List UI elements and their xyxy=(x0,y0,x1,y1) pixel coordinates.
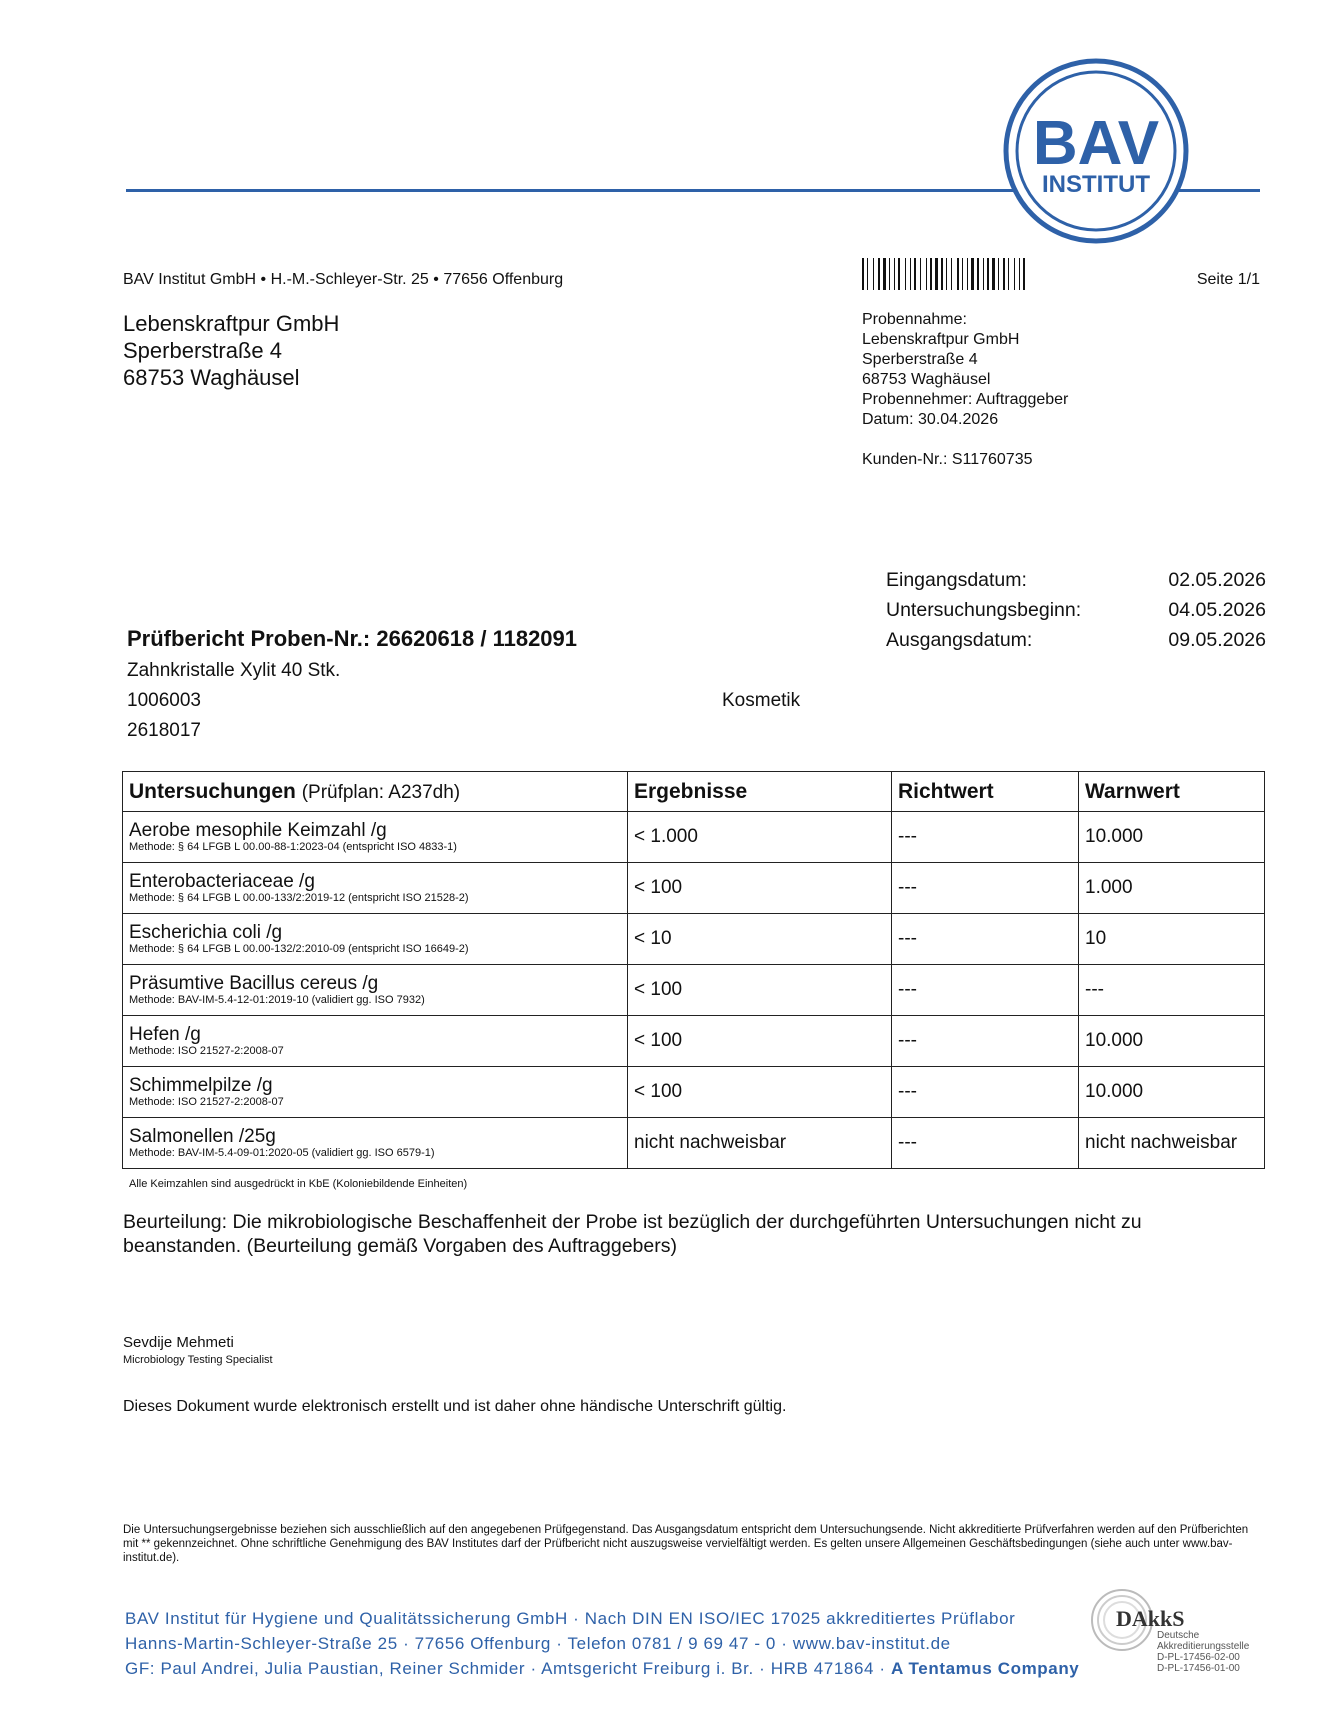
page-number: Seite 1/1 xyxy=(1196,271,1260,288)
product-code: 1006003 xyxy=(127,690,201,711)
test-name: Salmonellen /25g xyxy=(129,1125,276,1147)
product-name: Zahnkristalle Xylit 40 Stk. xyxy=(127,660,341,681)
header-tests-label: Untersuchungen xyxy=(129,779,296,803)
sampling-info xyxy=(862,310,1068,430)
results-table xyxy=(122,771,1265,1169)
sender-line: BAV Institut GmbH • H.-M.-Schleyer-Str. 25 • 77656 Offenburg xyxy=(123,271,564,288)
result-cell: < 100 xyxy=(628,1067,892,1118)
date-label: Untersuchungsbeginn: xyxy=(886,599,1082,621)
footer-line-1: BAV Institut für Hygiene und Qualitätssicherung GmbH · Nach DIN EN ISO/IEC 17025 akkreditiertes Prüflabor xyxy=(125,1609,1016,1628)
warn-cell: nicht nachweisbar xyxy=(1079,1118,1265,1169)
date-label: Ausgangsdatum: xyxy=(886,629,1033,651)
test-name: Präsumtive Bacillus cereus /g xyxy=(129,972,379,994)
sampling-street: Sperberstraße 4 xyxy=(862,351,978,368)
result-cell: nicht nachweisbar xyxy=(628,1118,892,1169)
assessment-text: Beurteilung: Die mikrobiologische Beschaffenheit der Probe ist bezüglich der durchgeführten Untersuchungen nicht zu beanstanden. (Beurteilung gemäß Vorgaben des Auftraggebers) xyxy=(123,1211,1142,1257)
header-guide: Richtwert xyxy=(892,772,1079,812)
guide-cell: --- xyxy=(892,1016,1079,1067)
guide-cell: --- xyxy=(892,812,1079,863)
test-name: Escherichia coli /g xyxy=(129,921,283,943)
test-cell xyxy=(123,1067,628,1118)
dakks-logo-text: DAkkS xyxy=(1116,1606,1185,1631)
table-row xyxy=(123,812,1265,863)
test-method: Methode: ISO 21527-2:2008-07 xyxy=(129,1095,284,1108)
table-row xyxy=(123,1016,1265,1067)
test-name: Hefen /g xyxy=(129,1023,201,1045)
test-method: Methode: § 64 LFGB L 00.00-133/2:2019-12 (entspricht ISO 21528-2) xyxy=(129,891,469,904)
warn-cell: 10.000 xyxy=(1079,1016,1265,1067)
warn-cell: --- xyxy=(1079,965,1265,1016)
test-method: Methode: ISO 21527-2:2008-07 xyxy=(129,1044,284,1057)
warn-cell: 10.000 xyxy=(1079,812,1265,863)
dakks-line-1: Deutsche xyxy=(1157,1630,1200,1641)
logo-top-text: BAV xyxy=(1032,109,1160,178)
table-row xyxy=(123,914,1265,965)
footer-line-2: Hanns-Martin-Schleyer-Straße 25 · 77656 Offenburg · Telefon 0781 / 9 69 47 - 0 · www.bav-institut.de xyxy=(125,1634,951,1653)
date-row xyxy=(886,625,1266,655)
date-value: 02.05.2026 xyxy=(1168,569,1266,591)
guide-cell: --- xyxy=(892,1067,1079,1118)
report-title: Prüfbericht Proben-Nr.: 26620618 / 1182091 xyxy=(127,626,578,651)
test-name: Aerobe mesophile Keimzahl /g xyxy=(129,819,387,841)
test-method: Methode: § 64 LFGB L 00.00-132/2:2010-09 (entspricht ISO 16649-2) xyxy=(129,942,469,955)
sampling-label: Probennahme: xyxy=(862,311,967,328)
recipient-street: Sperberstraße 4 xyxy=(123,338,282,363)
test-cell xyxy=(123,812,628,863)
test-name: Enterobacteriaceae /g xyxy=(129,870,315,892)
dakks-line-3: D-PL-17456-02-00 xyxy=(1157,1652,1240,1663)
bav-logo xyxy=(1001,56,1191,246)
signer-name: Sevdije Mehmeti xyxy=(123,1334,234,1351)
table-row xyxy=(123,863,1265,914)
test-cell xyxy=(123,1016,628,1067)
dakks-info xyxy=(1157,1630,1249,1674)
company-footer xyxy=(125,1606,1079,1681)
date-row xyxy=(886,595,1266,625)
sample-code: 2618017 xyxy=(127,720,201,741)
header-plan: (Prüfplan: A237dh) xyxy=(301,781,461,803)
recipient-address xyxy=(123,310,339,391)
test-cell xyxy=(123,965,628,1016)
table-row xyxy=(123,1067,1265,1118)
header-results: Ergebnisse xyxy=(628,772,892,812)
result-cell: < 100 xyxy=(628,965,892,1016)
warn-cell: 10 xyxy=(1079,914,1265,965)
barcode xyxy=(862,258,1078,290)
sampling-name: Lebenskraftpur GmbH xyxy=(862,331,1020,348)
signer-role: Microbiology Testing Specialist xyxy=(123,1354,273,1366)
table-note: Alle Keimzahlen sind ausgedrückt in KbE (Koloniebildende Einheiten) xyxy=(129,1178,468,1190)
dakks-line-4: D-PL-17456-01-00 xyxy=(1157,1663,1240,1674)
customer-number: Kunden-Nr.: S11760735 xyxy=(862,451,1033,468)
table-row xyxy=(123,1118,1265,1169)
footer-line-3-main: GF: Paul Andrei, Julia Paustian, Reiner Schmider · Amtsgericht Freiburg i. Br. · HRB 471864 · xyxy=(125,1659,891,1678)
result-cell: < 100 xyxy=(628,1016,892,1067)
dakks-line-2: Akkreditierungsstelle xyxy=(1157,1641,1250,1652)
product-category: Kosmetik xyxy=(722,690,801,711)
guide-cell: --- xyxy=(892,863,1079,914)
guide-cell: --- xyxy=(892,914,1079,965)
guide-cell: --- xyxy=(892,965,1079,1016)
test-method: Methode: § 64 LFGB L 00.00-88-1:2023-04 (entspricht ISO 4833-1) xyxy=(129,840,457,853)
test-method: Methode: BAV-IM-5.4-12-01:2019-10 (validiert gg. ISO 7932) xyxy=(129,993,425,1006)
logo-bottom-text: INSTITUT xyxy=(1042,171,1150,198)
result-cell: < 10 xyxy=(628,914,892,965)
sampling-city: 68753 Waghäusel xyxy=(862,371,991,388)
footer-line-3-bold: A Tentamus Company xyxy=(890,1659,1080,1678)
electronic-note: Dieses Dokument wurde elektronisch erstellt und ist daher ohne händische Unterschrift gültig. xyxy=(123,1398,787,1415)
header-tests xyxy=(123,772,628,812)
sampler: Probennehmer: Auftraggeber xyxy=(862,391,1069,408)
warn-cell: 1.000 xyxy=(1079,863,1265,914)
header-warn: Warnwert xyxy=(1079,772,1265,812)
table-header-row xyxy=(123,772,1265,812)
recipient-name: Lebenskraftpur GmbH xyxy=(123,311,340,336)
result-cell: < 1.000 xyxy=(628,812,892,863)
disclaimer: Die Untersuchungsergebnisse beziehen sich ausschließlich auf den angegebenen Prüfgegenstand. Das Ausgangsdatum entspricht dem Untersuchungsende. Nicht akkreditierte Prüfverfahren werden auf den Prüfberichten mit ** gekennzeichnet. Ohne schriftliche Genehmigung des BAV Institutes darf der Prüfbericht nicht auszugsweise vervielfältigt werden. Es gelten unsere Allgemeinen Geschäftsbedingungen (siehe auch unter www.bav-institut.de). xyxy=(123,1524,1249,1564)
date-label: Eingangsdatum: xyxy=(886,569,1027,591)
test-cell xyxy=(123,914,628,965)
table-row xyxy=(123,965,1265,1016)
footer-line-3 xyxy=(125,1656,1079,1681)
sampling-date: Datum: 30.04.2026 xyxy=(862,411,999,428)
guide-cell: --- xyxy=(892,1118,1079,1169)
date-row xyxy=(886,565,1266,595)
test-cell xyxy=(123,1118,628,1169)
date-value: 09.05.2026 xyxy=(1168,629,1266,651)
test-method: Methode: BAV-IM-5.4-09-01:2020-05 (validiert gg. ISO 6579-1) xyxy=(129,1146,435,1159)
test-cell xyxy=(123,863,628,914)
recipient-city: 68753 Waghäusel xyxy=(123,365,300,390)
warn-cell: 10.000 xyxy=(1079,1067,1265,1118)
result-cell: < 100 xyxy=(628,863,892,914)
report-dates xyxy=(886,565,1266,655)
date-value: 04.05.2026 xyxy=(1168,599,1266,621)
test-name: Schimmelpilze /g xyxy=(129,1074,273,1096)
